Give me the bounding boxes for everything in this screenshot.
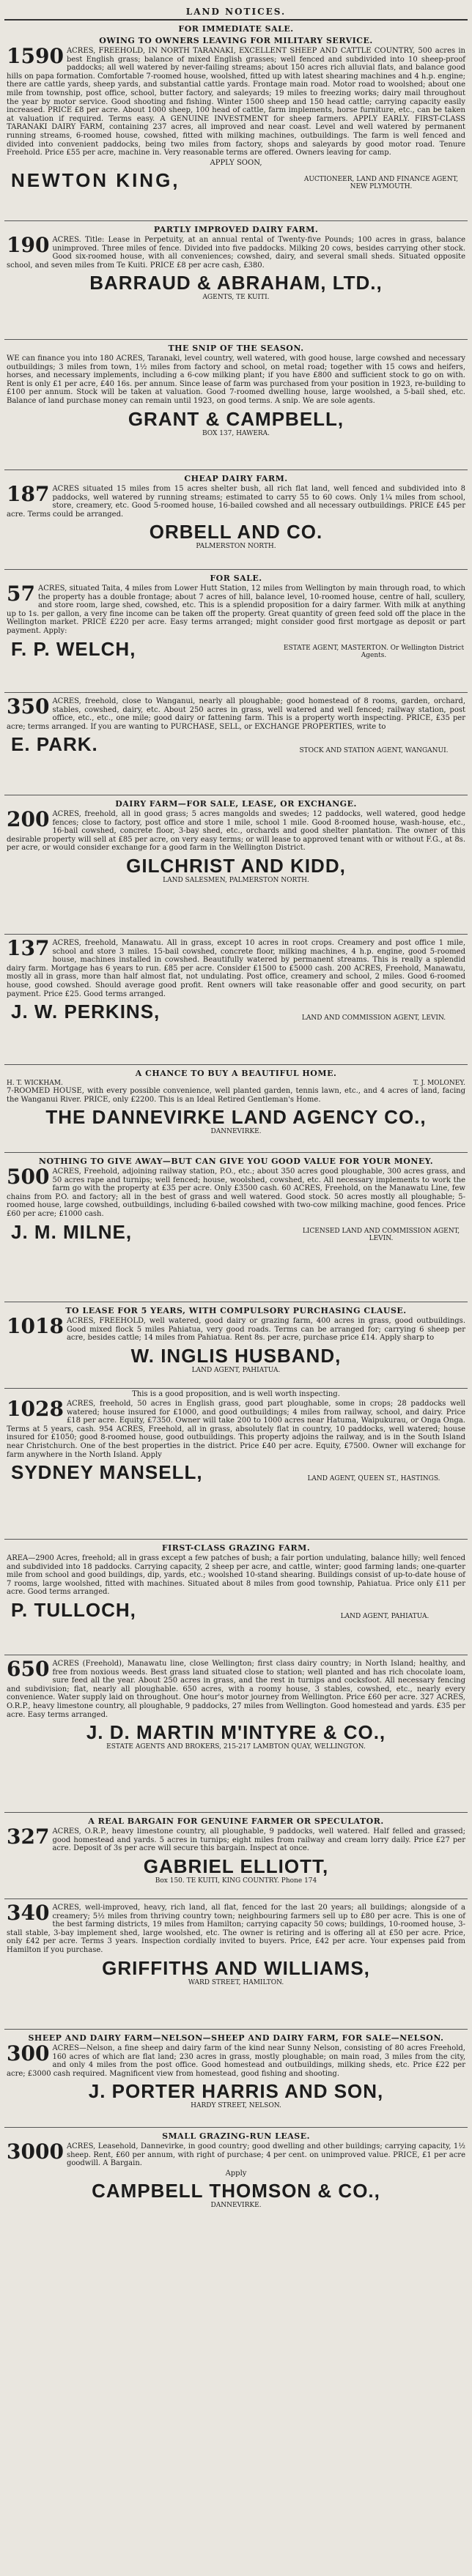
ad-body [7,1827,465,1853]
ad-apply: Apply [225,2169,247,2178]
agent-name: J. D. MARTIN M'INTYRE & CO., [86,1721,386,1744]
ad-heading: PARTLY IMPROVED DAIRY FARM. [153,225,319,234]
ad-intro: This is a good proposition, and is well worth inspecting. [132,1390,340,1398]
agent-name: F. P. WELCH, [11,637,136,660]
ad-text: ACRES, FREEHOLD, IN NORTH TARANAKI, EXCELLENT SHEEP AND CATTLE COUNTRY, 500 acres in best English grass; balance of mixed English grasses; well fenced and subdivided into 10 sheep-proof paddocks; all well watered by never-failing streams; about 150 acres rich alluvial flats, and balance good hills on papa formation. Comfortable 7-roomed house, woolshed, fitted up with latest shearing machines and 4 h.p. engine; there are cattle yards, sheep yards, and substantial cattle yards. Frontage main road. Motor road to woolshed; about one mile from township, post office, school, butter factory, and saleyards; 19 miles to freezing works; dairy mail throughout the year by motor service. Good shooting and fishing. Winter 1500 sheep and 150 head cattle; carrying capacity easily increased. PRICE £8 per acre. About 1000 sheep, 100 head of cattle, farm implements, horse furniture, etc., can be taken at valuation if required. Terms easy. A GENUINE INVESTMENT for sheep farmers. APPLY EARLY. FIRST-CLASS TARANAKI DAIRY FARM, containing 237 acres, all improved and near coast. Level and well watered by permanent running streams, 6-roomed house, cowshed, fitted with milking machines, outbuildings. The farm is well fenced and divided into convenient paddocks, being two miles from factory, shops and saleyards by good motor road. Tenure Freehold. Price £55 per acre, machine in. Very reasonable terms are offered. Owners leaving for camp. [7,47,465,157]
ad-barraud-abraham [4,221,468,340]
agent-name: J. M. MILNE, [11,1220,133,1243]
agent-address: AUCTIONEER, LAND AND FINANCE AGENT, NEW PLYMOUTH. [303,175,459,190]
agent-name: P. TULLOCH, [11,1598,136,1621]
agent-address: STOCK AND STATION AGENT, WANGANUI. [299,747,449,755]
ad-text: ACRES, freehold, close to Wanganui, nearly all ploughable; good homestead of 8 rooms, garden, orchard, stables, cowshed, dairy, etc. About 250 acres in grass, well watered and well fenced; railway station, post office, etc., etc., one mile; good dairy or fattening farm. This is a property worth inspecting. PRICE, £35 per acre; terms arranged. If you are wanting to PURCHASE, SELL, or EXCHANGE PROPERTIES, write to [7,697,465,731]
agent-name: SYDNEY MANSELL, [11,1461,203,1484]
agent-name: GABRIEL ELLIOTT, [143,1855,329,1877]
agent-row [7,731,465,754]
ad-gilchrist-kidd [4,795,468,935]
ad-body [7,1657,465,1719]
ad-heading: THE SNIP OF THE SEASON. [168,344,304,353]
ad-campbell-thomson [4,2128,468,2219]
ad-acreage: 187 [7,482,50,506]
agent-address: PALMERSTON NORTH. [196,543,276,551]
agent-address: WARD STREET, HAMILTON. [188,1978,284,1986]
ad-body [7,233,465,270]
agent-row [7,1459,465,1482]
agent-address: HARDY STREET, NELSON. [191,2102,281,2110]
ad-body: AREA—2900 Acres, freehold; all in grass except a few patches of bush; a fair portion undulating, balance hilly; well fenced and subdivided into 18 paddocks. Carrying capacity, 2 sheep per acre, and cattle, winter; good farming lands; one-quarter mile from school and good buildings, dip, yards, etc.; woolshed 10-stand shearing. Buildings consist of up-to-date house of 7 rooms, large woolshed, fitted with machines. Situated about 8 miles from good township, Pahiatua. Price only £11 per acre. Good terms arranged. [7,1554,465,1597]
agent-name: BARRAUD & ABRAHAM, LTD., [89,272,383,294]
ad-text: ACRES, O.R.P., heavy limestone country, all ploughable, 9 paddocks, well watered. Half felled and grassed; good homestead and yards. 5 acres in turnips; eight miles from railway and cream lorry daily. Price £27 per acre. Deposit of 3s per acre will secure this bargain. Inspect at once. [52,1827,465,1853]
ad-acreage: 200 [7,807,50,831]
agent-name: CAMPBELL THOMSON & CO., [92,2179,380,2202]
ad-porter-harris [4,2030,468,2128]
ad-acreage: 57 [7,582,35,606]
ad-acreage: 327 [7,1825,50,1849]
ad-text: ACRES—Nelson, a fine sheep and dairy farm of the kind near Sunny Nelson, consisting of 80 acres Freehold, 160 acres of which are flat land; 230 acres in grass, mostly ploughable; on main road, 3 miles from the city, and only 4 miles from the post office. Good homestead and outbuildings, milking sheds, etc. Price £22 per acre; £3000 cash required. Magnificent view from homestead, good fishing and shooting. [7,2044,465,2078]
ad-grant-campbell [4,340,468,470]
ad-orbell [4,470,468,570]
ad-martin-mcintyre [4,1655,468,1813]
agent-name: THE DANNEVIRKE LAND AGENCY CO., [45,1106,427,1129]
ad-body [7,936,465,998]
ad-acreage: 1590 [7,44,64,68]
ad-body [7,1314,465,1343]
agent-row [7,1219,465,1242]
ad-body: 7-ROOMED HOUSE, with every possible convenience, well planted garden, tennis lawn, etc., and 4 acres of land, facing the Wanganui River. PRICE, only £2200. This is an Ideal Retired Gentleman's Home. [7,1087,465,1104]
ad-perkins [4,935,468,1065]
ad-heading: TO LEASE FOR 5 YEARS, WITH COMPULSORY PURCHASING CLAUSE. [65,1306,407,1315]
agent-row [7,167,465,190]
ad-heading: FOR IMMEDIATE SALE. [178,24,294,34]
ad-acreage: 1028 [7,1397,64,1421]
ad-body [7,2139,465,2168]
ad-apply: APPLY SOON, [210,158,262,167]
ad-milne [4,1153,468,1302]
agent-address: LICENSED LAND AND COMMISSION AGENT, LEVIN. [302,1227,460,1242]
ad-heading: DAIRY FARM—FOR SALE, LEASE, OR EXCHANGE. [115,799,357,809]
ad-elliott [4,1813,468,1899]
ad-body [7,1397,465,1459]
ad-text: ACRES. Title: Lease in Perpetuity, at an annual rental of Twenty-five Pounds; 100 acres in grass, balance unimproved. Three miles of fence. Divided into five paddocks. Milking 20 cows, besides carrying other stock. Good six-roomed house, with all conveniences; cowshed, dairy, and several small sheds. Situated opposite school, and seven miles from Te Kuiti. PRICE £8 per acre cash, £380. [7,236,465,270]
ad-newton-king [4,21,468,221]
agent-address: BOX 137, HAWERA. [202,429,270,437]
agent-address: ESTATE AGENTS AND BROKERS, 215-217 LAMBTON QUAY, WELLINGTON. [106,1743,366,1751]
ad-acreage: 190 [7,233,50,257]
ad-heading: FOR SALE. [210,574,262,583]
partner-left: H. T. WICKHAM. [7,1080,63,1087]
agent-name: J. W. PERKINS, [11,1001,161,1023]
ad-body [7,44,465,157]
agent-address: LAND SALESMEN, PALMERSTON NORTH. [163,876,309,884]
agent-name: E. PARK. [11,733,98,756]
ad-text: ACRES, well-improved, heavy, rich land, all flat, fenced for the last 20 years; all buildings; alongside of a creamery; 5½ miles from thriving country town; neighbouring farmers sell up to £80 per acre. This is one of the best farming districts, 19 miles from Hamilton; carrying capacity 50 cows; buildings, 10-roomed house, 3-stall stable, 3-bay implement shed, large woolshed, etc. The owner is retiring and is offering all at £50 per acre. Price, only £42 per acre. Terms 3 years. Inspection cordially invited to buyers. Price, £42 per acre. Your expenses paid from Hamilton if you purchase. [7,1904,465,1954]
page-header: LAND NOTICES. [4,4,468,21]
ad-body [7,2041,465,2078]
ad-heading: SMALL GRAZING-RUN LEASE. [162,2131,310,2141]
agent-address: LAND AGENT, PAHIATUA. [340,1612,429,1620]
agent-row [7,998,465,1022]
agent-name: J. PORTER HARRIS AND SON, [88,2080,384,2103]
ad-acreage: 350 [7,694,50,719]
agent-name: GRIFFITHS AND WILLIAMS, [102,1956,370,1979]
ad-body [7,584,465,636]
ad-welch [4,570,468,693]
agent-address: LAND AND COMMISSION AGENT, LEVIN. [301,1014,446,1022]
agent-name: ORBELL AND CO. [149,521,323,543]
agent-name: GILCHRIST AND KIDD, [126,854,346,877]
ad-text: ACRES, freehold, all in good grass; 5 acres mangolds and swedes; 12 paddocks, well watered, good hedge fences; close to factory, post office and store 1 mile, school 1 mile. Good 8-roomed house, wash-house, etc., 16-bail cowshed, concrete floor, 3-bay shed, etc., orchards and good shelter plantation. The owner of this desirable property will sell at £85 per acre, on very easy terms; or will lease to approved tenant with or without F.G., at 8s. per acre, or would consider exchange for a good farm in the Wellington District. [7,810,465,853]
ad-acreage: 300 [7,2041,50,2065]
agent-address: ESTATE AGENT, MASTERTON. Or Wellington District Agents. [283,644,465,659]
agent-name: GRANT & CAMPBELL, [128,407,344,430]
newspaper-page [4,4,468,2567]
ad-heading: CHEAP DAIRY FARM. [184,474,288,483]
ad-body: WE can finance you into 180 ACRES, Taranaki, level country, well watered, with good house, large cowshed and necessary outbuildings; 3 miles from town, 1½ miles from factory and school, on metal road; together with 15 cows and heifers, horses, and necessary implements, including a 6-cow milking plant; if you have £800 and sufficient stock to go on with. Rent is only £1 per acre, £40 16s. per annum. Since lease of farm was purchased from your position in 1923, re-building to £100 per annum. Stock will be taken at valuation. Good 7-roomed dwelling house, large woolshed, a 5-bail shed, etc. Balance of land purchase money can remain until 1923, on good terms. A snip. We are sole agents. [7,355,465,405]
agent-row [7,636,465,659]
partner-right: T. J. MOLONEY. [413,1080,465,1087]
agent-row [7,1597,465,1620]
ad-text: ACRES (Freehold), Manawatu line, close Wellington; first class dairy country; in North Island; healthy, and free from noxious weeds. Best grass land situated close to station; well planted and has rich chocolate loam, sure feed all the year. About 250 acres in grass, and the rest in turnips and cocksfoot. All necessary fencing and subdivision; flat, nearly all ploughable. 650 acres, with a roomy house, 3 stables, cowshed, etc., nearly every convenience. Water supply laid on throughout. One hour's motor journey from Wellington. Price £60 per acre. 327 ACRES, O.R.P., heavy limestone country, all ploughable, 9 paddocks, 27 miles from Wellington. Good homestead and yards. £35 per acre. Easy terms arranged. [7,1660,465,1719]
ad-body [7,1901,465,1955]
agent-address: AGENTS, TE KUITI. [202,294,270,302]
ad-inglis-husband [4,1302,468,1389]
ad-acreage: 137 [7,936,50,960]
ad-acreage: 500 [7,1165,50,1189]
ad-tulloch [4,1540,468,1655]
ad-text: ACRES, freehold, 50 acres in English grass, good part ploughable, some in crops; 28 paddocks well watered; house insured for £1000, and good outbuildings; 4 miles from railway, school, and dairy. Price £18 per acre. Equity, £7350. Owner will take 200 to 1000 acres near Hatuma, Waipukurau, or Onga Onga. Terms at 5 years, cash. 954 ACRES, Freehold, all in grass, absolutely flat in country, 10 paddocks, well watered; house insured for £1050; good 8-roomed house, good outbuildings. This property adjoins the railway, and is in the South Island near Christchurch. One of the best properties in the district. Price £40 per acre. Equity, £7500. Owner will exchange for farm anywhere in the North Island. Apply [7,1400,465,1459]
ad-text: ACRES, Freehold, adjoining railway station, P.O., etc.; about 350 acres good ploughable, 300 acres grass, and 50 acres rape and turnips; well fenced; house, woolshed, cowshed, etc. All necessary implements to work the farm go with the property at £35 per acre. Only £3500 cash. 60 ACRES, Freehold, on the Manawatu Line, few chains from P.O. and factory; all in the best of grass and well watered. Good stock. 50 acres mostly all ploughable; 5-roomed house, large cowshed, outbuildings, including 6-bailed cowshed with two-cow milking machine, good fences. Price £60 per acre; £1000 cash. [7,1168,465,1218]
ad-heading: FIRST-CLASS GRAZING FARM. [161,1543,311,1553]
ad-acreage: 650 [7,1657,50,1681]
ad-body [7,482,465,519]
agent-address: LAND AGENT, PAHIATUA. [191,1366,281,1374]
ad-acreage: 3000 [7,2139,64,2164]
ad-dannevirke-agency [4,1065,468,1153]
ad-text: ACRES, freehold, Manawatu. All in grass, except 10 acres in root crops. Creamery and post office 1 mile, school and store 3 miles. 15-bail cowshed, concrete floor, milking machines, 4 h.p. engine, good 5-roomed house, machines installed in cowshed. Beautifully watered by permanent streams. This is really a splendid dairy farm. Mortgage has 6 years to run. £85 per acre. Consider £1500 to £5000 cash. 200 ACRES, Freehold, Manawatu, mostly all in grass, more than half almost flat, not undulating. Post office, creamery and school, 2 miles. Good 6-roomed house, good cowshed. Should average good profit. Rent owners will take reasonable offer and good security, on part payment. Price £25. Good terms arranged. [7,939,465,998]
ad-text: ACRES situated 15 miles from 15 acres shelter bush, all rich flat land, well fenced and subdivided into 8 paddocks, well watered by running streams; estimated to carry 55 to 60 cows. Only 1¼ miles from school, store, creamery, etc. Good 5-roomed house, 16-bailed cowshed and all necessary outbuildings. PRICE £45 per acre. Terms could be arranged. [7,485,465,519]
ad-heading: A CHANCE TO BUY A BEAUTIFUL HOME. [135,1069,337,1078]
agent-address: DANNEVIRKE. [210,1128,262,1136]
ad-text: ACRES, FREEHOLD, well watered, good dairy or grazing farm, 400 acres in grass, good outbuildings. Good mixed flock 5 miles Pahiatua, very good roads. Terms can be arranged for; carrying 6 sheep per acre, besides cattle; 14 miles from Pahiatua. Rent 8s. per acre, purchase price £14. Apply sharp to [66,1317,465,1343]
agent-address: DANNEVIRKE. [210,2201,262,2209]
ad-acreage: 340 [7,1901,50,1925]
ad-heading: NOTHING TO GIVE AWAY—BUT CAN GIVE YOU GOOD VALUE FOR YOUR MONEY. [38,1157,434,1166]
ad-griffiths-williams [4,1899,468,2030]
ad-text: ACRES, situated Taita, 4 miles from Lower Hutt Station, 12 miles from Wellington by main through road, to which the property has a double frontage; about 7 acres of hill, balance level, 10-roomed house, centre of hall, scullery, and store room, large shed, cowshed, etc. This is a splendid proposition for a dairy farmer. With milk at anything up to 1s. per gallon, a very fine income can be taken off the property. Great quantity of green feed sold off the place in the Wellington market. PRICE £220 per acre. Easy terms arranged; might consider good first mortgage as deposit or part payment. Apply: [7,584,465,635]
ad-body [7,1165,465,1219]
ad-acreage: 1018 [7,1314,64,1338]
ad-heading: SHEEP AND DAIRY FARM—NELSON—SHEEP AND DAIRY FARM, FOR SALE—NELSON. [28,2033,444,2043]
ad-park [4,693,468,795]
ad-text: ACRES, Leasehold, Dannevirke, in good country; good dwelling and other buildings; carrying capacity, 1½ sheep. Rent, £60 per annum, with right of purchase; 4 per cent. on unimproved value. PRICE, £1 per acre goodwill. A Bargain. [66,2142,465,2168]
ad-heading: A REAL BARGAIN FOR GENUINE FARMER OR SPECULATOR. [88,1816,384,1826]
partner-row [7,1080,465,1087]
agent-address: Box 150. TE KUITI, KING COUNTRY. Phone 174 [155,1877,317,1885]
agent-name: NEWTON KING, [11,168,180,191]
ad-mansell [4,1389,468,1540]
agent-name: W. INGLIS HUSBAND, [130,1344,342,1367]
ad-body [7,694,465,731]
ad-subheading: OWING TO OWNERS LEAVING FOR MILITARY SERVICE. [99,36,373,45]
ad-body [7,807,465,853]
agent-address: LAND AGENT, QUEEN ST., HASTINGS. [307,1475,440,1483]
